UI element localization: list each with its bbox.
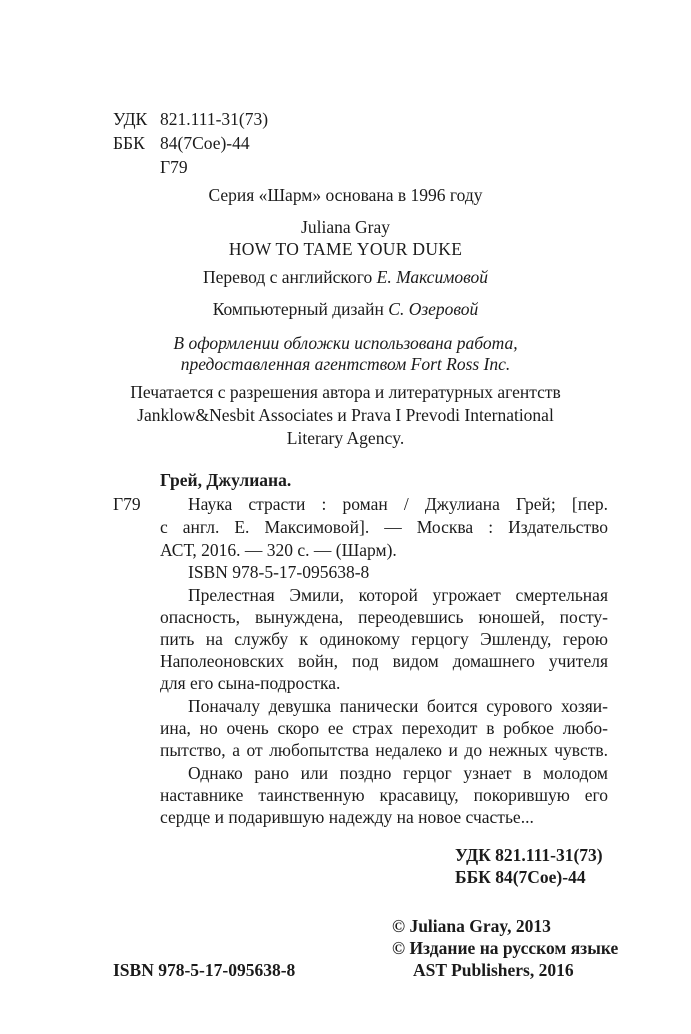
original-author: Juliana Gray [301,217,390,237]
annotation-line-1: Прелестная Эмили, которой угрожает смертельная [188,585,608,605]
copyright-edition: © Издание на русском языке [392,938,619,958]
bbk-label: ББК [113,133,145,153]
copyright-author: © Juliana Gray, 2013 [392,916,551,936]
copyright-publisher: AST Publishers, 2016 [413,960,574,980]
translator-name: Е. Максимовой [376,267,488,287]
original-title: HOW TO TAME YOUR DUKE [228,239,463,259]
bbk-line [113,131,250,155]
annotation-line-3: пить на службу к одинокому герцогу Эшленду, герою [160,629,608,649]
catalog-entry-line-2: с англ. Е. Максимовой]. — Москва : Издательство [160,517,608,537]
cover-note-line-2: предоставленная агентством Fort Ross Inc. [180,354,511,374]
bbk-value: 84(7Сое)-44 [160,133,250,153]
author-mark: Г79 [160,157,188,177]
catalog-mark: Г79 [113,494,141,514]
catalog-entry-line-3: АСТ, 2016. — 320 с. — (Шарм). [160,540,397,560]
permission-line-1: Печатается с разрешения автора и литературных агентств [130,382,561,402]
design-line [0,297,691,321]
annotation-line-4: Наполеоновских войн, под видом домашнего учителя [160,651,608,671]
annotation-line-6: Поначалу девушка панически боится сурового хозяи- [188,696,608,716]
udk-label: УДК [113,109,148,129]
annotation-line-2: опасность, вынуждена, переодевшись юношей, посту- [160,607,608,627]
catalog-heading: Грей, Джулиана. [160,470,292,490]
permission-line-3: Literary Agency. [286,428,405,448]
permission-line-2: Janklow&Nesbit Associates и Prava I Prevodi International [137,405,554,425]
design-prefix: Компьютерный дизайн [212,299,384,319]
translation-prefix: Перевод с английского [203,267,373,287]
catalog-bbk: ББК 84(7Сое)-44 [455,867,586,887]
annotation-line-7: ина, но очень скоро ее страх переходит в робкое любо- [160,718,608,738]
catalog-entry-line-1: Наука страсти : роман / Джулиана Грей; [пер. [188,494,608,514]
catalog-isbn: ISBN 978-5-17-095638-8 [188,562,370,582]
annotation-line-9: Однако рано или поздно герцог узнает в молодом [188,763,608,783]
udk-line [113,107,268,131]
annotation-line-8: пытство, а от любопытства недалеко и до нежных чувств. [160,740,608,760]
footer-isbn: ISBN 978-5-17-095638-8 [113,960,296,980]
annotation-line-10: наставнике таинственную красавицу, покорившую его [160,785,608,805]
translation-line [0,265,691,289]
cover-note-line-1: В оформлении обложки использована работа, [173,333,518,353]
annotation-line-11: сердце и подарившую надежду на новое счастье... [160,807,534,827]
designer-name: С. Озеровой [388,299,479,319]
annotation-line-5: для его сына-подростка. [160,673,341,693]
series-line: Серия «Шарм» основана в 1996 году [208,185,483,205]
catalog-udk: УДК 821.111-31(73) [455,845,603,865]
udk-value: 821.111-31(73) [160,109,269,129]
